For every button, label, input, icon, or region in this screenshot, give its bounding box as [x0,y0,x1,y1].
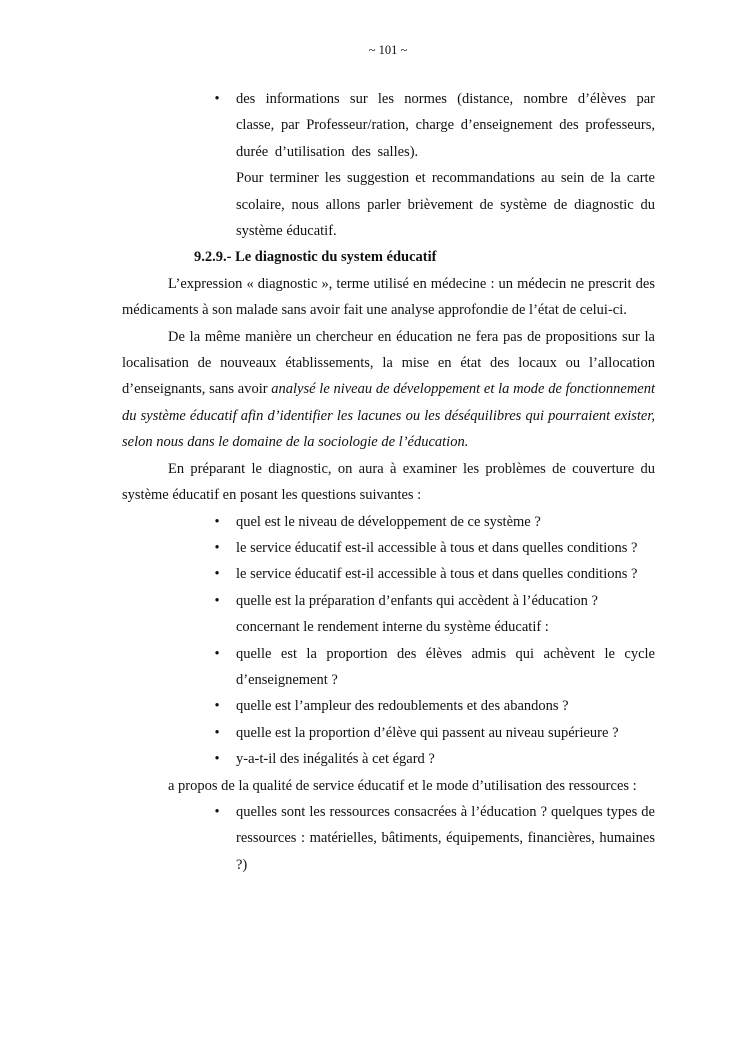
subsection-intro: a propos de la qualité de service éducatif et le mode d’utilisation des ressources : [168,777,637,794]
bullet-text: quelle est la préparation d’enfants qui accèdent à l’éducation ? [236,592,598,609]
page-number: ~ 101 ~ [368,43,408,57]
list-item [122,799,655,878]
bullet-icon: • [214,698,220,715]
bullet-text: le service éducatif est-il accessible à tous et dans quelles conditions ? [236,539,638,556]
list-item [122,693,655,719]
bullet-icon: • [214,724,220,741]
bullet-icon: • [214,645,220,662]
bullet-text: des informations sur les normes (distance, nombre d’élèves par classe, par Professeur/ration, charge d’enseignement des professeurs, durée d’utilisation des salles). [236,91,655,160]
bullet-text: y-a-t-il des inégalités à cet égard ? [236,751,435,768]
list-item [122,588,655,614]
list-continuation: concernant le rendement interne du système éducatif : [236,619,549,636]
bullet-icon: • [214,513,220,530]
list-item [122,561,655,587]
section-heading: 9.2.9.- Le diagnostic du system éducatif [194,249,437,266]
bullet-text: quelle est la proportion des élèves admis qui achèvent le cycle d’enseignement ? [236,645,655,688]
bullet-icon: • [214,592,220,609]
list-item [122,746,655,772]
bullet-text: quelle est l’ampleur des redoublements et des abandons ? [236,698,569,715]
list-item [122,509,655,535]
page-body [122,86,655,878]
bullet-icon: • [214,539,220,556]
list-item [122,641,655,694]
list-item [122,535,655,561]
bullet-text: quelle est la proportion d’élève qui passent au niveau supérieure ? [236,724,619,741]
bullet-icon: • [214,751,220,768]
bullet-icon: • [214,566,220,583]
list-item [122,86,655,165]
paragraph-text: De la même manière un chercheur en éducation ne fera pas de propositions sur la localisation de nouveaux établissements, la mise en état des locaux ou l’allocation d’enseignants, sans avoir [122,328,655,398]
paragraph [122,324,655,456]
conclusion-paragraph: Pour terminer les suggestion et recommandations au sein de la carte scolaire, nous allons parler brièvement de système de diagnostic du système éducatif. [236,170,655,240]
bullet-text: quelles sont les ressources consacrées à l’éducation ? quelques types de ressources : matérielles, bâtiments, équipements, financières, humaines ?) [236,803,655,873]
italic-text: analysé le niveau de développement et la mode de fonctionnement du système éducatif afin d’identifier les lacunes ou les déséquilibres qui pourraient exister, selon nous dans le domaine de la sociologie de l’éducation. [122,381,656,451]
bullet-icon: • [214,91,220,107]
list-item [122,720,655,746]
paragraph: En préparant le diagnostic, on aura à examiner les problèmes de couverture du système éducatif en posant les questions suivantes : [122,460,655,504]
paragraph: L’expression « diagnostic », terme utilisé en médecine : un médecin ne prescrit des médicaments à son malade sans avoir fait une analyse approfondie de l’état de celui-ci. [122,275,655,319]
bullet-text: le service éducatif est-il accessible à tous et dans quelles conditions ? [236,566,638,583]
bullet-text: quel est le niveau de développement de ce système ? [236,513,541,530]
bullet-icon: • [214,803,220,820]
